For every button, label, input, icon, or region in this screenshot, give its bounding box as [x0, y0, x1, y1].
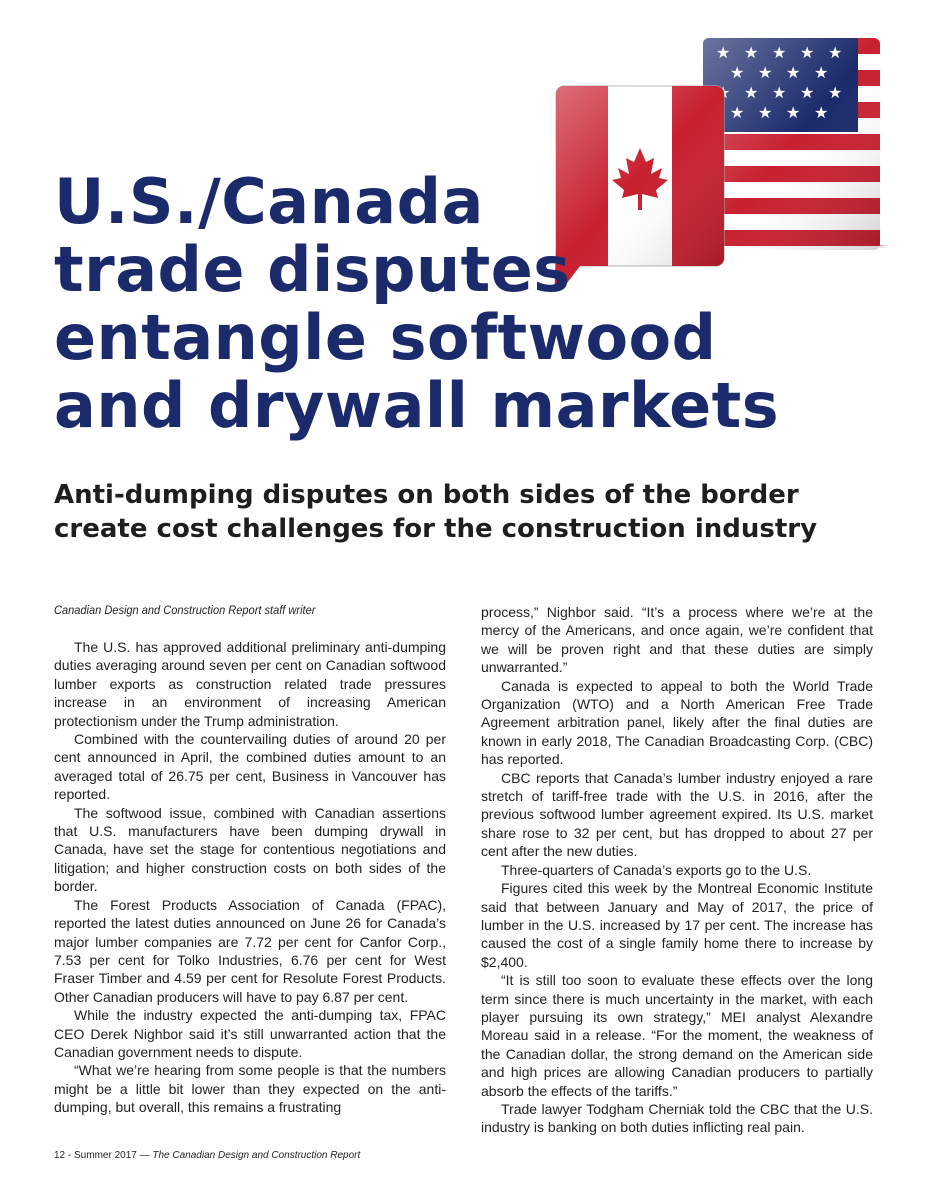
headline-line: U.S./Canada: [54, 165, 484, 238]
article-paragraph: Canada is expected to appeal to both the World Trade Organization (WTO) and a North American Free Trade Agreement arbitration panel, likely after the final duties are known in early 2018, The Canadian Broadcasting Corp. (CBC) has reported.: [481, 677, 873, 768]
article-column-right: [481, 603, 873, 1137]
subheadline: [54, 478, 817, 546]
footer-publication: The Canadian Design and Construction Report: [152, 1150, 361, 1161]
headline-line: trade disputes: [54, 233, 571, 306]
subheadline-line: Anti-dumping disputes on both sides of the border: [54, 480, 799, 510]
headline-line: entangle softwood: [54, 301, 717, 374]
article-paragraph: “What we’re hearing from some people is that the numbers might be a little bit lower than they expected on the anti-dumping, but overall, this remains a frustrating: [54, 1062, 446, 1116]
page-footer: [54, 1150, 360, 1161]
article-paragraph: The U.S. has approved additional preliminary anti-dumping duties averaging around seven per cent on Canadian softwood lumber exports as construction related trade pressures increase in an environment of increasing American protectionism under the Trump administration.: [54, 639, 446, 729]
article-paragraph: “It is still too soon to evaluate these effects over the long term since there is much uncertainty in the market, with each player pursuing its own strategy,” MEI analyst Alexandre Moreau said in a release. “For the moment, the weakness of the Canadian dollar, the strong demand on the American side and high prices are allowing Canadian producers to partially absorb the effects of the tariffs.”: [481, 972, 873, 1099]
subheadline-line: create cost challenges for the construction industry: [54, 514, 818, 544]
article-paragraph: Combined with the countervailing duties of around 20 per cent announced in April, the combined duties amount to an averaged total of 26.75 per cent, Business in Vancouver has reported.: [54, 731, 446, 803]
article-paragraph: The Forest Products Association of Canada (FPAC), reported the latest duties announced on June 26 for Canada’s major lumber companies are 7.72 per cent for Canfor Corp., 7.53 per cent for Tolko Industries, 6.76 per cent for West Fraser Timber and 4.59 per cent for Resolute Forest Products. Other Canadian producers will have to pay 6.87 per cent.: [54, 896, 446, 1005]
headline: [54, 165, 780, 442]
article-paragraph: CBC reports that Canada’s lumber industry enjoyed a rare stretch of tariff-free trade with the U.S. in 2016, after the previous softwood lumber agreement expired. Its U.S. market share rose to 32 per cent, but has dropped to about 27 per cent after the new duties.: [481, 769, 873, 860]
byline: Canadian Design and Construction Report staff writer: [54, 603, 316, 617]
article-paragraph: Trade lawyer Todgham Cherniak told the CBC that the U.S. industry is banking on both duties inflicting real pain.: [481, 1100, 873, 1136]
article-column-left: [54, 638, 446, 1117]
footer-page-info: 12 - Summer 2017 —: [54, 1150, 153, 1161]
article-paragraph: process,” Nighbor said. “It’s a process where we’re at the mercy of the Americans, and once again, we’re confident that we will be proven right and that these duties are simply unwarranted.”: [481, 604, 873, 676]
article-paragraph: The softwood issue, combined with Canadian assertions that U.S. manufacturers have been dumping drywall in Canada, have set the stage for contentious negotiations and litigation; and higher construction costs on both sides of the border.: [54, 804, 446, 895]
article-paragraph: While the industry expected the anti-dumping tax, FPAC CEO Derek Nighbor said it’s still unwarranted action that the Canadian government needs to dispute.: [54, 1007, 446, 1060]
article-paragraph: Figures cited this week by the Montreal Economic Institute said that between January and May of 2017, the price of lumber in the U.S. increased by 17 per cent. The increase has caused the cost of a single family home there to increase by $2,400.: [481, 880, 873, 970]
article-paragraph: Three-quarters of Canada’s exports go to the U.S.: [501, 861, 812, 878]
headline-line: and drywall markets: [54, 369, 780, 442]
